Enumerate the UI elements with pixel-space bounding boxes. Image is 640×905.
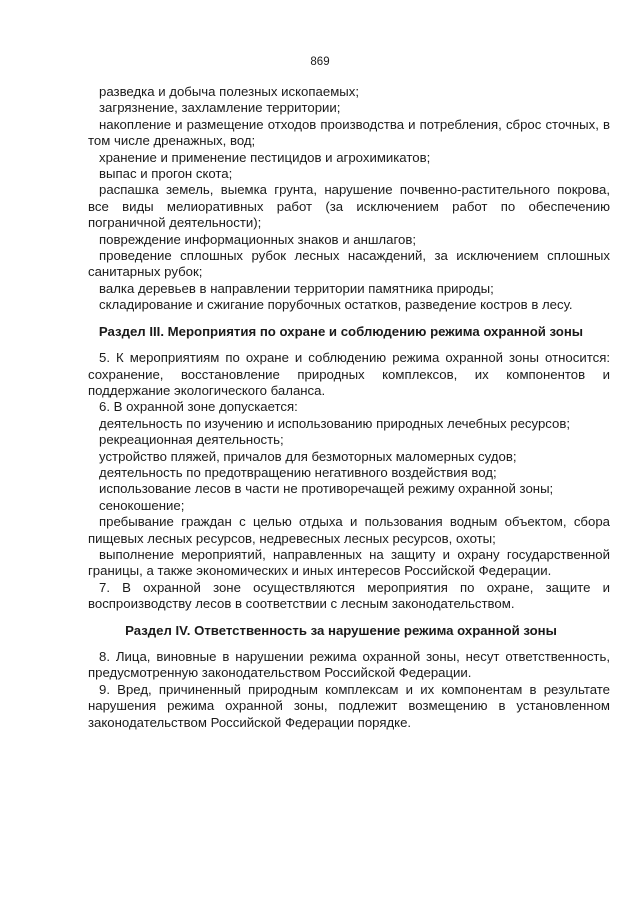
prohibited-activity-item: проведение сплошных рубок лесных насаждений, за исключением сплошных санитарных рубок;: [88, 248, 610, 280]
section-3-paragraph: 7. В охранной зоне осуществляются мероприятия по охране, защите и воспроизводству лесов в соответствии с лесным законодательством.: [88, 579, 610, 612]
prohibited-activity-item: хранение и применение пестицидов и агрохимикатов;: [99, 149, 431, 165]
section-4-paragraph: 8. Лица, виновные в нарушении режима охранной зоны, несут ответственность, предусмотренную законодательством Российской Федерации.: [88, 649, 610, 681]
prohibited-activity-item: загрязнение, захламление территории;: [99, 100, 341, 116]
section-3-paragraph: деятельность по изучению и использованию природных лечебных ресурсов;: [99, 415, 571, 431]
section-3-paragraph: устройство пляжей, причалов для безмоторных маломерных судов;: [99, 448, 517, 464]
prohibited-activity-item: валка деревьев в направлении территории памятника природы;: [99, 280, 494, 296]
prohibited-activity-item: разведка и добыча полезных ископаемых;: [99, 84, 359, 99]
section-3-paragraph: выполнение мероприятий, направленных на защиту и охрану государственной границы, а также экономических и иных интересов Российской Федерации.: [88, 546, 610, 579]
prohibited-activity-item: складирование и сжигание порубочных остатков, разведение костров в лесу.: [99, 297, 573, 313]
prohibited-activity-item: повреждение информационных знаков и аншлагов;: [99, 231, 416, 247]
document-body: [88, 84, 610, 731]
section-3-heading: Раздел III. Мероприятия по охране и соблюдению режима охранной зоны: [98, 323, 584, 339]
section-4-paragraph: 9. Вред, причиненный природным комплексам и их компонентам в результате нарушения режима охранной зоны, подлежит возмещению в установленном законодательством Российской Федерации порядке.: [88, 681, 610, 730]
section-3-paragraph: пребывание граждан с целью отдыха и пользования водным объектом, сбора пищевых лесных ресурсов, недревесных лесных ресурсов, охоты;: [88, 514, 610, 546]
prohibited-activity-item: накопление и размещение отходов производства и потребления, сброс сточных, в том числе дренажных, вод;: [88, 116, 610, 149]
page-number: 869: [310, 56, 330, 68]
section-3-paragraph: 6. В охранной зоне допускается:: [99, 399, 298, 415]
section-3-paragraph: 5. К мероприятиям по охране и соблюдению режима охранной зоны относится: сохранение, восстановление природных комплексов, их компонентов и поддержание экологического баланса.: [88, 350, 610, 398]
section-3-paragraph: рекреационная деятельность;: [99, 432, 284, 448]
section-4-heading: Раздел IV. Ответственность за нарушение режима охранной зоны: [125, 622, 557, 638]
section-3-paragraph: сенокошение;: [99, 497, 185, 513]
section-3-paragraph: деятельность по предотвращению негативного воздействия вод;: [99, 464, 497, 480]
prohibited-activity-item: распашка земель, выемка грунта, нарушение почвенно-растительного покрова, все виды мелиоративных работ (за исключением работ по обеспечению пограничной деятельности);: [88, 182, 610, 231]
prohibited-activity-item: выпас и прогон скота;: [99, 166, 233, 182]
section-3-paragraph: использование лесов в части не противоречащей режиму охранной зоны;: [99, 481, 554, 497]
